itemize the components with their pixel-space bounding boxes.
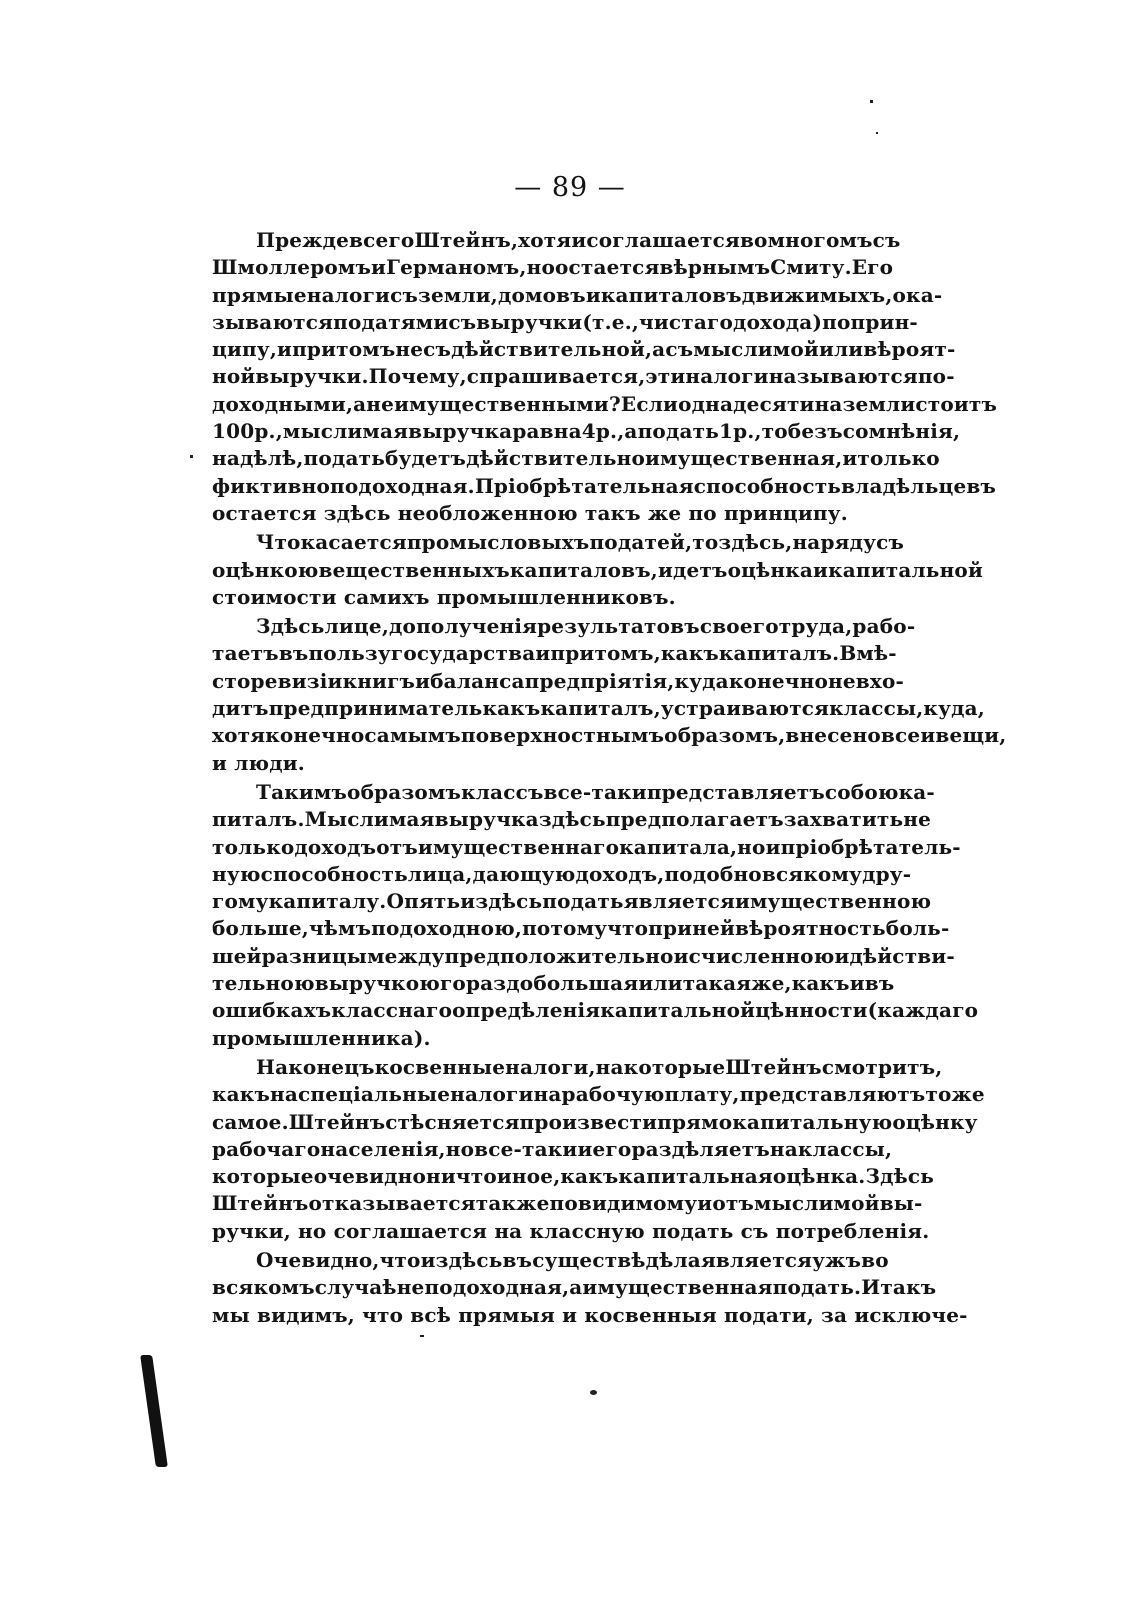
text-line: Такимъ образомъ классъ все-таки представляетъ собою ка- [256, 779, 935, 804]
text-line: сто ревизіи книгъ и баланса предпріятія, куда конечно не вхо- [212, 668, 905, 693]
text-line: доходными, а не имущественными? Если одна десятина земли стоитъ [212, 391, 998, 416]
scan-speck [876, 132, 878, 134]
text-line: на дѣлѣ, подать будетъ дѣйствительно имущественная, и только [212, 446, 940, 471]
text-line: Здѣсь лице, до полученія результатовъ своего труда, рабо- [256, 614, 916, 639]
paragraph [212, 1054, 985, 1246]
text-line: Прежде всего Штейнъ, хотя и соглашается во многомъ съ [256, 228, 901, 252]
paragraph [212, 228, 998, 528]
text-line: Что касается промысловыхъ податей, то здѣсь, на ряду съ [256, 530, 905, 555]
scan-speck [190, 455, 193, 458]
text-line: прямые налоги съ земли, домовъ и капиталовъ движимыхъ, ока- [212, 282, 943, 307]
paragraph [212, 1247, 968, 1330]
text-line: таетъ въ пользу государства и при томъ, какъ капиталъ. Вмѣ- [212, 641, 897, 666]
body-text [212, 228, 1007, 1330]
text-line: ручки, но соглашается на классную подать съ потребленія. [212, 1218, 930, 1243]
text-line: ошибкахъ класснаго опредѣленія капитальной цѣнности (каждаго [212, 998, 979, 1023]
paragraph [212, 779, 979, 1053]
text-line: дитъ предприниматель какъ капиталъ, устраиваются классы, куда, [212, 696, 985, 721]
text-line: остается здѣсь необложенною такъ же по принципу. [212, 500, 848, 525]
text-line: хотя конечно самымъ поверхностнымъ образомъ, внесено все и вещи, [212, 723, 1007, 748]
text-line: только доходъ отъ имущественнаго капитала, но и пріобрѣтатель- [212, 834, 961, 859]
paragraph [212, 530, 983, 612]
text-line: оцѣнкою вещественныхъ капиталовъ, идетъ оцѣнка и капитальной [212, 557, 983, 582]
text-line: гому капиталу. Опять и здѣсь подать является имущественною [212, 889, 932, 914]
text-line: больше, чѣмъ подоходною, потому что при ней вѣроятность боль- [212, 916, 950, 941]
text-line: питалъ. Мыслимая выручка здѣсь предполагаетъ захватить не [212, 807, 932, 832]
text-line: шей разницы между предположительно исчисленною и дѣйстви- [212, 943, 955, 968]
text-line: Шмоллеромъ и Германомъ, но остается вѣрнымъ Смиту. Его [212, 255, 894, 280]
text-line: самое. Штейнъ стѣсняется произвести прямо капитальную оцѣнку [212, 1109, 978, 1134]
text-line: и люди. [212, 750, 305, 775]
text-line: Штейнъ отказывается также повидимому и отъ мыслимой вы- [212, 1191, 923, 1216]
page-number: — 89 — [514, 172, 626, 203]
scan-speck [870, 100, 873, 103]
text-line: 100 р., мыслимая выручка равна 4 р., а подать 1 р., то безъ сомнѣнія, [212, 419, 961, 444]
ink-dot [590, 1390, 597, 1395]
text-line: ную способность лица, дающую доходъ, подобно всякому дру- [212, 861, 912, 886]
text-line: фиктивно подоходная. Пріобрѣтательная способность владѣльцевъ [212, 473, 997, 498]
text-line: тельною выручкою гораздо большая или такая же, какъ и въ [212, 971, 895, 996]
margin-ink-stroke [140, 1355, 168, 1467]
text-line: которые очевидно ни что иное, какъ капитальная оцѣнка. Здѣсь [212, 1164, 935, 1189]
text-line: зываются податями съ выручки (т. е., чистаго дохода) по прин- [212, 309, 918, 334]
text-line: ципу, и при томъ не съ дѣйствительной, а съ мыслимой или вѣроят- [212, 337, 956, 362]
text-line: мы видимъ, что всѣ прямыя и косвенныя подати, за исключе- [212, 1302, 968, 1327]
text-line: рабочаго населенія, но все-таки и его раздѣляетъ на классы, [212, 1136, 893, 1161]
text-line: промышленника). [212, 1025, 431, 1050]
scan-speck [420, 1335, 424, 1337]
text-line: Наконецъ косвенные налоги, на которые Штейнъ смотритъ, [256, 1054, 943, 1079]
text-line: ной выручки. Почему, спрашивается, эти налоги называются по- [212, 364, 955, 389]
text-line: стоимости самихъ промышленниковъ. [212, 584, 676, 609]
text-line: какъ на спеціальные налоги на рабочую плату, представляютъ тоже [212, 1082, 985, 1107]
text-line: всякомъ случаѣ не подоходная, а имущественная подать. Итакъ [212, 1275, 937, 1300]
paragraph [212, 614, 1007, 778]
text-line: Очевидно, что и здѣсь въ существѣ дѣла является ужъ во [256, 1247, 889, 1272]
